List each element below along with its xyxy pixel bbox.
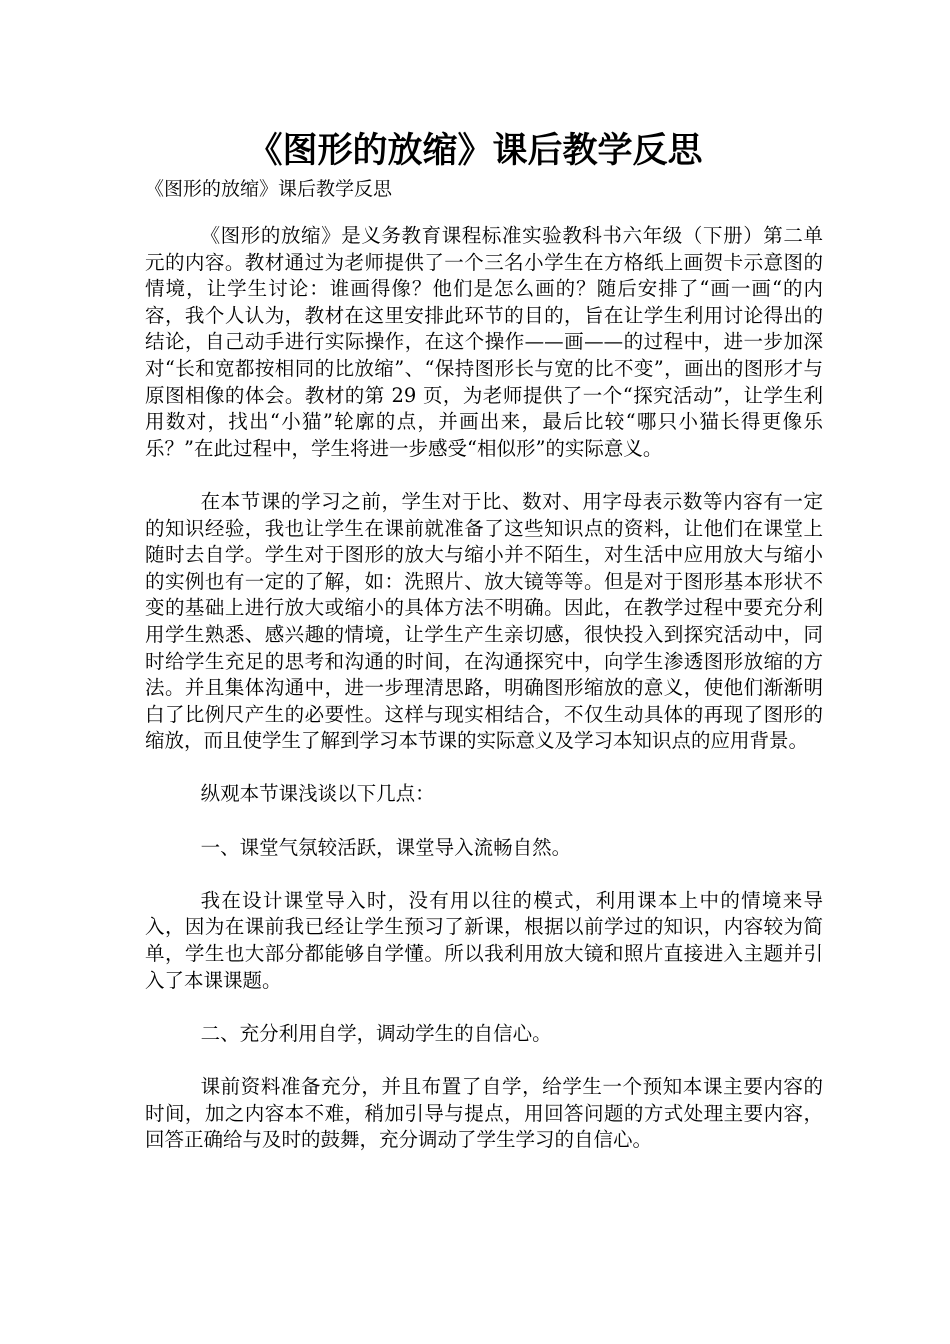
document-subtitle: 《图形的放缩》课后教学反思 [145, 178, 393, 200]
paragraph-overview: 纵观本节课浅谈以下几点： [200, 782, 435, 806]
section-heading-1: 一、课堂气氛较活跃，课堂导入流畅自然。 [200, 835, 572, 859]
paragraph-background: 在本节课的学习之前，学生对于比、数对、用字母表示数等内容有一定的知识经验，我也让学生在课前就准备了这些知识点的资料，让他们在课堂上随时去自学。学生对于图形的放大与缩小并不陌生，对生活中应用放大与缩小的实例也有一定的了解，如：洗照片、放大镜等等。但是对于图形基本形状不变的基础上进行放大或缩小的具体方法不明确。因此，在教学过程中要充分利用学生熟悉、感兴趣的情境，让学生产生亲切感，很快投入到探究活动中，同时给学生充足的思考和沟通的时间，在沟通探究中，向学生渗透图形放缩的方法。并且集体沟通中，进一步理清思路，明确图形缩放的意义，使他们渐渐明白了比例尺产生的必要性。这样与现实相结合，不仅生动具体的再现了图形的缩放，而且使学生了解到学习本节课的实际意义及学习本知识点的应用背景。 [145, 489, 823, 753]
paragraph-section-2: 课前资料准备充分，并且布置了自学，给学生一个预知本课主要内容的时间，加之内容本不难，稍加引导与提点，用回答问题的方式处理主要内容，回答正确给与及时的鼓舞，充分调动了学生学习的自信心。 [145, 1075, 823, 1152]
paragraph-intro: 《图形的放缩》是义务教育课程标准实验教科书六年级（下册）第二单元的内容。教材通过为老师提供了一个三名小学生在方格纸上画贺卡示意图的情境，让学生讨论：谁画得像？他们是怎么画的？随后安排了“画一画“的内容，我个人认为，教材在这里安排此环节的目的，旨在让学生利用讨论得出的结论，自己动手进行实际操作，在这个操作——画——的过程中，进一步加深对“长和宽都按相同的比放缩”、“保持图形长与宽的比不变”，画出的图形才与原图相像的体会。教材的第 29 页，为老师提供了一个“探究活动”，让学生利用数对，找出“小猫”轮廓的点，并画出来，最后比较“哪只小猫长得更像乐乐？”在此过程中，学生将进一步感受“相似形”的实际意义。 [145, 224, 823, 460]
section-heading-2: 二、充分利用自学，调动学生的自信心。 [200, 1021, 552, 1045]
paragraph-section-1: 我在设计课堂导入时，没有用以往的模式，利用课本上中的情境来导入，因为在课前我已经让学生预习了新课，根据以前学过的知识，内容较为简单，学生也大部分都能够自学懂。所以我利用放大镜和照片直接进入主题并引入了本课课题。 [145, 888, 823, 992]
document-body [145, 223, 823, 1180]
document-title: 《图形的放缩》课后教学反思 [247, 130, 703, 171]
